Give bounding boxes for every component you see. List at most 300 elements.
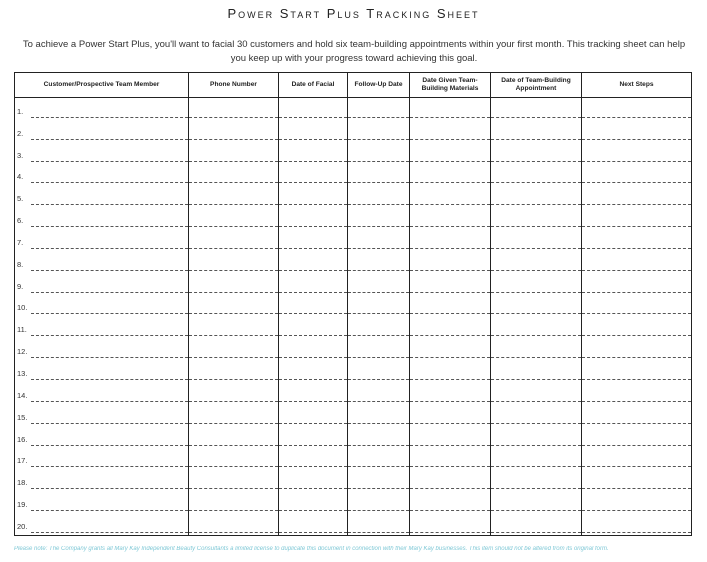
- cell-phone[interactable]: [189, 469, 279, 491]
- cell-phone[interactable]: [189, 360, 279, 382]
- write-in-line: [279, 292, 347, 293]
- write-in-line: [582, 204, 691, 205]
- cell-customer[interactable]: [15, 142, 189, 164]
- header-row: [15, 73, 692, 98]
- cell-phone[interactable]: [189, 295, 279, 317]
- row-number: 1.: [17, 106, 24, 116]
- cell-phone[interactable]: [189, 142, 279, 164]
- row-number: 16.: [17, 434, 28, 444]
- row-number: 7.: [17, 237, 24, 247]
- write-in-line: [279, 270, 347, 271]
- write-in-line: [348, 488, 409, 489]
- table-row: [15, 338, 692, 360]
- write-in-line: [491, 532, 581, 533]
- write-in-line: [189, 139, 278, 140]
- cell-facial-date[interactable]: [279, 316, 348, 338]
- write-in-line: [491, 270, 581, 271]
- write-in-line: [582, 292, 691, 293]
- cell-customer[interactable]: [15, 98, 189, 120]
- cell-customer[interactable]: [15, 207, 189, 229]
- cell-materials-date[interactable]: [410, 251, 491, 273]
- write-in-line: [491, 292, 581, 293]
- write-in-line: [189, 117, 278, 118]
- row-number: 9.: [17, 281, 24, 291]
- write-in-line: [348, 335, 409, 336]
- write-in-line: [410, 466, 490, 467]
- cell-appointment-date[interactable]: [491, 207, 582, 229]
- write-in-line: [410, 532, 490, 533]
- cell-customer[interactable]: [15, 404, 189, 426]
- write-in-line: [31, 445, 188, 446]
- write-in-line: [189, 335, 278, 336]
- write-in-line: [582, 182, 691, 183]
- cell-facial-date[interactable]: [279, 513, 348, 535]
- row-number: 6.: [17, 216, 24, 226]
- write-in-line: [189, 401, 278, 402]
- write-in-line: [348, 182, 409, 183]
- cell-follow-up[interactable]: [348, 273, 410, 295]
- cell-customer[interactable]: [15, 426, 189, 448]
- row-number: 15.: [17, 412, 28, 422]
- cell-phone[interactable]: [189, 316, 279, 338]
- table-row: [15, 207, 692, 229]
- cell-facial-date[interactable]: [279, 207, 348, 229]
- cell-next-steps[interactable]: [582, 448, 692, 470]
- cell-appointment-date[interactable]: [491, 251, 582, 273]
- cell-customer[interactable]: [15, 273, 189, 295]
- write-in-line: [410, 292, 490, 293]
- cell-materials-date[interactable]: [410, 185, 491, 207]
- write-in-line: [189, 292, 278, 293]
- write-in-line: [189, 248, 278, 249]
- write-in-line: [279, 445, 347, 446]
- cell-appointment-date[interactable]: [491, 448, 582, 470]
- write-in-line: [279, 532, 347, 533]
- row-number: 18.: [17, 478, 28, 488]
- write-in-line: [491, 379, 581, 380]
- row-number: 5.: [17, 194, 24, 204]
- write-in-line: [189, 313, 278, 314]
- write-in-line: [348, 357, 409, 358]
- cell-materials-date[interactable]: [410, 360, 491, 382]
- cell-customer[interactable]: [15, 382, 189, 404]
- cell-follow-up[interactable]: [348, 491, 410, 513]
- page-title: Power Start Plus Tracking Sheet: [227, 6, 480, 21]
- row-number: 8.: [17, 259, 24, 269]
- write-in-line: [189, 357, 278, 358]
- cell-materials-date[interactable]: [410, 469, 491, 491]
- cell-follow-up[interactable]: [348, 229, 410, 251]
- table-row: [15, 382, 692, 404]
- write-in-line: [491, 204, 581, 205]
- cell-facial-date[interactable]: [279, 229, 348, 251]
- cell-customer[interactable]: [15, 513, 189, 535]
- cell-facial-date[interactable]: [279, 404, 348, 426]
- cell-appointment-date[interactable]: [491, 316, 582, 338]
- cell-phone[interactable]: [189, 491, 279, 513]
- cell-phone[interactable]: [189, 404, 279, 426]
- write-in-line: [31, 226, 188, 227]
- cell-facial-date[interactable]: [279, 142, 348, 164]
- row-number: 12.: [17, 347, 28, 357]
- write-in-line: [279, 335, 347, 336]
- cell-appointment-date[interactable]: [491, 164, 582, 186]
- write-in-line: [410, 248, 490, 249]
- cell-next-steps[interactable]: [582, 251, 692, 273]
- write-in-line: [582, 313, 691, 314]
- cell-materials-date[interactable]: [410, 491, 491, 513]
- write-in-line: [279, 161, 347, 162]
- write-in-line: [348, 466, 409, 467]
- col-header-phone: Phone Number: [189, 73, 279, 98]
- table-row: [15, 229, 692, 251]
- write-in-line: [279, 313, 347, 314]
- write-in-line: [491, 117, 581, 118]
- cell-customer[interactable]: [15, 360, 189, 382]
- cell-phone[interactable]: [189, 338, 279, 360]
- write-in-line: [410, 335, 490, 336]
- cell-next-steps[interactable]: [582, 469, 692, 491]
- cell-phone[interactable]: [189, 98, 279, 120]
- write-in-line: [410, 488, 490, 489]
- write-in-line: [410, 423, 490, 424]
- write-in-line: [410, 270, 490, 271]
- cell-next-steps[interactable]: [582, 360, 692, 382]
- cell-appointment-date[interactable]: [491, 469, 582, 491]
- cell-materials-date[interactable]: [410, 295, 491, 317]
- cell-appointment-date[interactable]: [491, 229, 582, 251]
- cell-follow-up[interactable]: [348, 338, 410, 360]
- write-in-line: [189, 510, 278, 511]
- cell-phone[interactable]: [189, 251, 279, 273]
- cell-next-steps[interactable]: [582, 338, 692, 360]
- row-number: 4.: [17, 172, 24, 182]
- write-in-line: [279, 423, 347, 424]
- write-in-line: [582, 357, 691, 358]
- cell-phone[interactable]: [189, 448, 279, 470]
- write-in-line: [410, 379, 490, 380]
- cell-next-steps[interactable]: [582, 273, 692, 295]
- cell-next-steps[interactable]: [582, 164, 692, 186]
- write-in-line: [31, 313, 188, 314]
- write-in-line: [410, 445, 490, 446]
- row-number: 3.: [17, 150, 24, 160]
- write-in-line: [491, 226, 581, 227]
- cell-facial-date[interactable]: [279, 469, 348, 491]
- cell-materials-date[interactable]: [410, 98, 491, 120]
- table-row: [15, 185, 692, 207]
- write-in-line: [410, 357, 490, 358]
- write-in-line: [410, 313, 490, 314]
- cell-appointment-date[interactable]: [491, 426, 582, 448]
- write-in-line: [279, 510, 347, 511]
- cell-appointment-date[interactable]: [491, 98, 582, 120]
- write-in-line: [491, 423, 581, 424]
- table-row: [15, 295, 692, 317]
- write-in-line: [491, 182, 581, 183]
- cell-materials-date[interactable]: [410, 448, 491, 470]
- row-number: 13.: [17, 368, 28, 378]
- write-in-line: [348, 532, 409, 533]
- write-in-line: [279, 466, 347, 467]
- cell-follow-up[interactable]: [348, 404, 410, 426]
- cell-next-steps[interactable]: [582, 491, 692, 513]
- cell-follow-up[interactable]: [348, 142, 410, 164]
- table-row: [15, 426, 692, 448]
- write-in-line: [31, 510, 188, 511]
- write-in-line: [491, 445, 581, 446]
- cell-facial-date[interactable]: [279, 338, 348, 360]
- table-row: [15, 360, 692, 382]
- cell-phone[interactable]: [189, 382, 279, 404]
- cell-facial-date[interactable]: [279, 426, 348, 448]
- write-in-line: [348, 445, 409, 446]
- cell-phone[interactable]: [189, 273, 279, 295]
- write-in-line: [582, 379, 691, 380]
- cell-appointment-date[interactable]: [491, 120, 582, 142]
- cell-phone[interactable]: [189, 513, 279, 535]
- write-in-line: [582, 117, 691, 118]
- write-in-line: [279, 139, 347, 140]
- cell-appointment-date[interactable]: [491, 295, 582, 317]
- cell-customer[interactable]: [15, 448, 189, 470]
- write-in-line: [348, 139, 409, 140]
- cell-materials-date[interactable]: [410, 404, 491, 426]
- cell-follow-up[interactable]: [348, 164, 410, 186]
- write-in-line: [279, 226, 347, 227]
- license-footer: Please note: The Company grants all Mary Kay Independent Beauty Consultants a limited license to duplicate this document in connection with their Mary Kay businesses. This item should not be altered from its original form.: [14, 546, 609, 552]
- row-number: 19.: [17, 500, 28, 510]
- cell-appointment-date[interactable]: [491, 382, 582, 404]
- cell-follow-up[interactable]: [348, 513, 410, 535]
- cell-materials-date[interactable]: [410, 273, 491, 295]
- cell-appointment-date[interactable]: [491, 513, 582, 535]
- col-header-customer: Customer/Prospective Team Member: [15, 73, 189, 98]
- cell-materials-date[interactable]: [410, 426, 491, 448]
- write-in-line: [348, 248, 409, 249]
- cell-facial-date[interactable]: [279, 120, 348, 142]
- cell-next-steps[interactable]: [582, 142, 692, 164]
- write-in-line: [348, 401, 409, 402]
- cell-materials-date[interactable]: [410, 513, 491, 535]
- cell-next-steps[interactable]: [582, 316, 692, 338]
- write-in-line: [31, 357, 188, 358]
- write-in-line: [582, 270, 691, 271]
- write-in-line: [582, 423, 691, 424]
- write-in-line: [348, 226, 409, 227]
- cell-follow-up[interactable]: [348, 251, 410, 273]
- write-in-line: [491, 466, 581, 467]
- row-number: 10.: [17, 303, 28, 313]
- cell-facial-date[interactable]: [279, 273, 348, 295]
- cell-materials-date[interactable]: [410, 164, 491, 186]
- cell-appointment-date[interactable]: [491, 273, 582, 295]
- col-header-facial-date: Date of Facial: [279, 73, 348, 98]
- write-in-line: [31, 532, 188, 533]
- write-in-line: [491, 335, 581, 336]
- write-in-line: [189, 204, 278, 205]
- cell-facial-date[interactable]: [279, 491, 348, 513]
- intro-paragraph: To achieve a Power Start Plus, you'll want to facial 30 customers and hold six team-building appointments within your first month. This tracking sheet can help you keep up with your progress toward achieving this goal.: [22, 39, 686, 64]
- cell-customer[interactable]: [15, 185, 189, 207]
- write-in-line: [31, 379, 188, 380]
- write-in-line: [491, 161, 581, 162]
- cell-next-steps[interactable]: [582, 426, 692, 448]
- cell-facial-date[interactable]: [279, 185, 348, 207]
- cell-materials-date[interactable]: [410, 229, 491, 251]
- row-number: 20.: [17, 522, 28, 531]
- write-in-line: [31, 204, 188, 205]
- cell-phone[interactable]: [189, 185, 279, 207]
- cell-facial-date[interactable]: [279, 382, 348, 404]
- write-in-line: [31, 270, 188, 271]
- cell-follow-up[interactable]: [348, 426, 410, 448]
- write-in-line: [279, 488, 347, 489]
- write-in-line: [410, 161, 490, 162]
- cell-follow-up[interactable]: [348, 295, 410, 317]
- cell-follow-up[interactable]: [348, 469, 410, 491]
- cell-facial-date[interactable]: [279, 448, 348, 470]
- cell-follow-up[interactable]: [348, 207, 410, 229]
- write-in-line: [582, 139, 691, 140]
- cell-facial-date[interactable]: [279, 251, 348, 273]
- write-in-line: [410, 204, 490, 205]
- write-in-line: [31, 161, 188, 162]
- write-in-line: [410, 182, 490, 183]
- write-in-line: [189, 226, 278, 227]
- row-number: 11.: [17, 325, 27, 335]
- cell-materials-date[interactable]: [410, 316, 491, 338]
- cell-facial-date[interactable]: [279, 98, 348, 120]
- write-in-line: [31, 182, 188, 183]
- table-row: [15, 404, 692, 426]
- write-in-line: [491, 510, 581, 511]
- write-in-line: [279, 248, 347, 249]
- write-in-line: [348, 510, 409, 511]
- tracking-table: [14, 72, 692, 536]
- cell-next-steps[interactable]: [582, 207, 692, 229]
- write-in-line: [279, 379, 347, 380]
- cell-materials-date[interactable]: [410, 338, 491, 360]
- cell-follow-up[interactable]: [348, 120, 410, 142]
- cell-follow-up[interactable]: [348, 448, 410, 470]
- write-in-line: [31, 248, 188, 249]
- table-row: [15, 316, 692, 338]
- cell-materials-date[interactable]: [410, 120, 491, 142]
- cell-phone[interactable]: [189, 426, 279, 448]
- col-header-materials-date: Date Given Team-Building Materials: [410, 73, 491, 98]
- row-number: 17.: [17, 456, 28, 466]
- cell-appointment-date[interactable]: [491, 142, 582, 164]
- write-in-line: [410, 510, 490, 511]
- write-in-line: [279, 204, 347, 205]
- write-in-line: [582, 161, 691, 162]
- cell-customer[interactable]: [15, 164, 189, 186]
- cell-follow-up[interactable]: [348, 316, 410, 338]
- col-header-follow-up: Follow-Up Date: [348, 73, 410, 98]
- cell-follow-up[interactable]: [348, 185, 410, 207]
- write-in-line: [410, 139, 490, 140]
- table-row: [15, 142, 692, 164]
- cell-next-steps[interactable]: [582, 229, 692, 251]
- write-in-line: [582, 226, 691, 227]
- cell-customer[interactable]: [15, 229, 189, 251]
- cell-customer[interactable]: [15, 251, 189, 273]
- write-in-line: [348, 161, 409, 162]
- table-row: [15, 491, 692, 513]
- cell-customer[interactable]: [15, 120, 189, 142]
- table-row: [15, 164, 692, 186]
- write-in-line: [31, 292, 188, 293]
- cell-phone[interactable]: [189, 164, 279, 186]
- table-body: [15, 98, 692, 536]
- cell-materials-date[interactable]: [410, 207, 491, 229]
- cell-appointment-date[interactable]: [491, 185, 582, 207]
- write-in-line: [348, 313, 409, 314]
- write-in-line: [31, 488, 188, 489]
- row-number: 14.: [17, 390, 28, 400]
- cell-follow-up[interactable]: [348, 360, 410, 382]
- cell-appointment-date[interactable]: [491, 404, 582, 426]
- cell-next-steps[interactable]: [582, 404, 692, 426]
- write-in-line: [491, 401, 581, 402]
- write-in-line: [189, 532, 278, 533]
- write-in-line: [582, 401, 691, 402]
- cell-customer[interactable]: [15, 316, 189, 338]
- write-in-line: [189, 423, 278, 424]
- write-in-line: [31, 117, 188, 118]
- cell-customer[interactable]: [15, 491, 189, 513]
- write-in-line: [189, 270, 278, 271]
- cell-next-steps[interactable]: [582, 120, 692, 142]
- table-row: [15, 251, 692, 273]
- write-in-line: [279, 401, 347, 402]
- cell-materials-date[interactable]: [410, 142, 491, 164]
- write-in-line: [582, 532, 691, 533]
- cell-appointment-date[interactable]: [491, 360, 582, 382]
- cell-phone[interactable]: [189, 229, 279, 251]
- write-in-line: [189, 379, 278, 380]
- write-in-line: [279, 182, 347, 183]
- write-in-line: [31, 401, 188, 402]
- cell-customer[interactable]: [15, 338, 189, 360]
- cell-facial-date[interactable]: [279, 164, 348, 186]
- cell-next-steps[interactable]: [582, 382, 692, 404]
- write-in-line: [348, 379, 409, 380]
- cell-appointment-date[interactable]: [491, 338, 582, 360]
- write-in-line: [582, 488, 691, 489]
- cell-appointment-date[interactable]: [491, 491, 582, 513]
- write-in-line: [189, 161, 278, 162]
- cell-customer[interactable]: [15, 469, 189, 491]
- write-in-line: [31, 466, 188, 467]
- write-in-line: [189, 488, 278, 489]
- cell-follow-up[interactable]: [348, 98, 410, 120]
- cell-next-steps[interactable]: [582, 295, 692, 317]
- cell-phone[interactable]: [189, 120, 279, 142]
- cell-next-steps[interactable]: [582, 513, 692, 535]
- cell-facial-date[interactable]: [279, 360, 348, 382]
- cell-follow-up[interactable]: [348, 382, 410, 404]
- cell-customer[interactable]: [15, 295, 189, 317]
- write-in-line: [31, 423, 188, 424]
- cell-materials-date[interactable]: [410, 382, 491, 404]
- cell-next-steps[interactable]: [582, 98, 692, 120]
- cell-facial-date[interactable]: [279, 295, 348, 317]
- cell-next-steps[interactable]: [582, 185, 692, 207]
- write-in-line: [491, 248, 581, 249]
- cell-phone[interactable]: [189, 207, 279, 229]
